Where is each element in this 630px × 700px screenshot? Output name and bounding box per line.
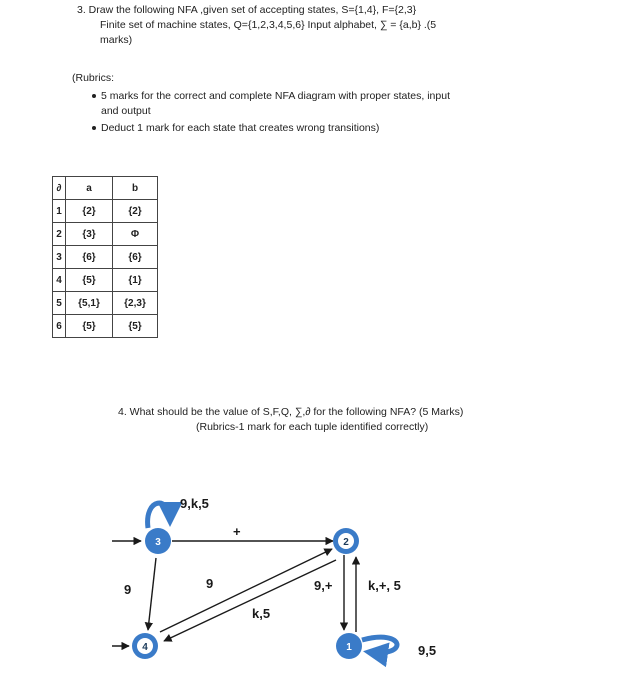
state-label-1: 1	[346, 642, 352, 653]
edge-4-to-2	[160, 549, 332, 632]
cell-b: Φ	[113, 223, 158, 246]
table-header-row	[53, 177, 158, 200]
transition-table	[52, 176, 158, 338]
state-label-2: 2	[343, 537, 349, 548]
label-4-to-2: 9	[206, 576, 214, 591]
state-node-2	[333, 528, 359, 554]
rubric-bullet-1	[92, 90, 450, 102]
cell-a: {3}	[66, 223, 113, 246]
question3-line1: 3. Draw the following NFA ,given set of accepting states, S={1,4}, F={2,3}	[77, 4, 417, 16]
table-row	[53, 269, 158, 292]
rubric-bullet-2-text: Deduct 1 mark for each state that creates wrong transitions)	[101, 122, 380, 134]
self-loop-1	[362, 637, 397, 653]
self-loop-3	[148, 503, 170, 528]
column-header-a: a	[66, 177, 113, 200]
cell-b: {6}	[113, 246, 158, 269]
rubric-bullet-2	[92, 122, 379, 134]
edge-3-to-4	[148, 558, 156, 630]
state-node-4	[132, 633, 158, 659]
cell-a: {5}	[66, 269, 113, 292]
rubric-bullet-1-cont: and output	[101, 105, 151, 117]
bullet-icon	[92, 126, 96, 130]
cell-a: {2}	[66, 200, 113, 223]
table-row	[53, 200, 158, 223]
cell-b: {5}	[113, 315, 158, 338]
cell-a: {5,1}	[66, 292, 113, 315]
table-corner: ∂	[53, 177, 66, 200]
column-header-b: b	[113, 177, 158, 200]
cell-b: {2}	[113, 200, 158, 223]
cell-a: {6}	[66, 246, 113, 269]
cell-a: {5}	[66, 315, 113, 338]
table-row	[53, 315, 158, 338]
row-state: 4	[53, 269, 66, 292]
rubrics-heading: (Rubrics:	[72, 72, 115, 84]
label-3-to-4: 9	[124, 582, 132, 597]
question3-line3: marks)	[100, 34, 133, 46]
row-state: 6	[53, 315, 66, 338]
label-self-loop-3: 9,k,5	[180, 496, 209, 511]
row-state: 2	[53, 223, 66, 246]
state-label-3: 3	[155, 537, 161, 548]
label-1-to-2: k,+, 5	[368, 578, 401, 593]
label-2-to-4: k,5	[252, 606, 271, 621]
question4-line2: (Rubrics-1 mark for each tuple identified correctly)	[196, 421, 429, 433]
state-node-3	[145, 528, 171, 554]
table-row	[53, 292, 158, 315]
table-row	[53, 246, 158, 269]
row-state: 3	[53, 246, 66, 269]
cell-b: {2,3}	[113, 292, 158, 315]
cell-b: {1}	[113, 269, 158, 292]
question3-line2: Finite set of machine states, Q={1,2,3,4,5,6} Input alphabet, ∑ = {a,b} .(5	[100, 19, 437, 31]
row-state: 1	[53, 200, 66, 223]
row-state: 5	[53, 292, 66, 315]
label-self-loop-1: 9,5	[418, 643, 437, 658]
label-2-to-1: 9,+	[314, 578, 333, 593]
edge-2-to-4	[164, 560, 336, 641]
nfa-diagram	[0, 470, 630, 700]
state-node-1	[336, 633, 362, 659]
state-label-4: 4	[142, 642, 148, 653]
rubric-bullet-1-text: 5 marks for the correct and complete NFA diagram with proper states, input	[101, 90, 450, 102]
table-row	[53, 223, 158, 246]
question4-line1: 4. What should be the value of S,F,Q, ∑,∂ for the following NFA? (5 Marks)	[118, 406, 464, 418]
bullet-icon	[92, 94, 96, 98]
label-3-to-2: +	[233, 524, 241, 539]
